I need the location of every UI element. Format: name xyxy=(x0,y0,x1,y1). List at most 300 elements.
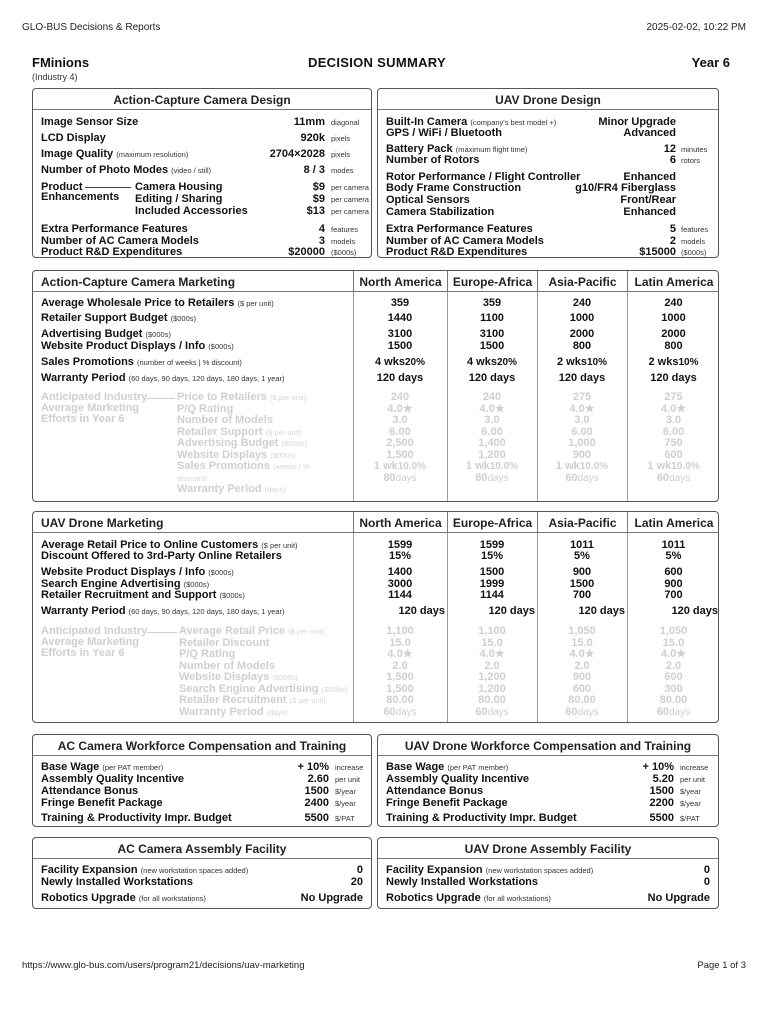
metric-label-text: Warranty Period xyxy=(177,483,262,495)
workforce-unit: $/PAT xyxy=(680,814,700,823)
workforce-row-label xyxy=(41,797,163,810)
uav-marketing-cell: 700 xyxy=(572,589,592,601)
uav-marketing-cell: 1400 xyxy=(387,566,413,578)
anticipated-value: 600 xyxy=(572,682,592,695)
uav-marketing-cell: 1500 xyxy=(479,566,505,578)
ac-facility-header xyxy=(33,838,371,859)
ac-marketing-cell: 120 days xyxy=(650,372,697,384)
enhancement-row: Included Accessories xyxy=(135,205,248,217)
workforce-row-label xyxy=(386,812,577,825)
promo-weeks: 4 wks xyxy=(467,356,497,368)
warranty-unit: days xyxy=(577,472,599,484)
metric-label-note: ($000s) xyxy=(321,684,348,694)
uav-marketing-cell: 1500 xyxy=(569,578,595,590)
workforce-value: + 10% xyxy=(297,761,329,773)
anticipated-value: 3.0 xyxy=(574,414,590,426)
anticipated-warranty xyxy=(447,473,537,485)
metric-label-text: Search Engine Advertising xyxy=(179,682,319,695)
metric-label-text: Retailer Recruitment xyxy=(179,694,287,706)
ac-design-row: LCD Display xyxy=(41,132,106,144)
print-footer-url: https://www.glo-bus.com/users/program21/decisions/uav-marketing xyxy=(22,960,305,971)
uav-marketing-cell: 120 days xyxy=(578,605,625,617)
warranty-days: 80 xyxy=(383,471,396,484)
row-label-note: ($000s) xyxy=(145,330,171,339)
row-label-text: Training & Productivity Impr. Budget xyxy=(386,812,577,824)
anticipated-value: 6.00 xyxy=(481,425,503,438)
uav-facility-header xyxy=(378,838,718,859)
anticipated-value: 6.00 xyxy=(389,425,411,438)
workforce-unit: $/year xyxy=(335,799,356,808)
ac-design-unit: features xyxy=(331,225,359,234)
row-label-note: (for all workstations) xyxy=(138,894,206,903)
enhancement-unit: per camera xyxy=(331,195,369,204)
region-header: Asia-Pacific xyxy=(537,512,627,533)
uav-marketing-cell: 120 days xyxy=(488,605,535,617)
promo-discount: 10% xyxy=(678,357,699,368)
metric-label-note: (weeks | % xyxy=(272,462,310,471)
anticipated-metric-label xyxy=(177,484,285,496)
row-label-text: Website Product Displays / Info xyxy=(41,566,206,578)
workforce-value: 5.20 xyxy=(652,773,674,785)
print-header-timestamp: 2025-02-02, 10:22 PM xyxy=(646,22,746,33)
warranty-unit: days xyxy=(577,706,599,718)
ac-marketing-row-label xyxy=(41,340,234,353)
promo-discount: 10.0% xyxy=(671,461,700,472)
region-header: Europe-Africa xyxy=(447,512,537,533)
uav-design-value: 5 xyxy=(669,223,676,235)
warranty-unit: days xyxy=(487,472,509,484)
row-label-note: ($000s) xyxy=(208,342,234,351)
ac-marketing-cell: 120 days xyxy=(558,372,606,384)
uav-marketing-cell: 1599 xyxy=(479,539,505,551)
uav-marketing-cell: 1599 xyxy=(387,539,413,551)
uav-design-value: Front/Rear xyxy=(620,194,676,206)
uav-facility-title: UAV Drone Assembly Facility xyxy=(464,842,632,856)
promo-discount: 10.0% xyxy=(579,461,609,472)
row-label-text: Retailer Recruitment and Support xyxy=(41,589,217,601)
row-label-text: Assembly Quality Incentive xyxy=(41,773,185,785)
row-label-text: Robotics Upgrade xyxy=(41,892,136,904)
workforce-row-label xyxy=(386,797,508,810)
uav-workforce-title: UAV Drone Workforce Compensation and Training xyxy=(404,739,692,753)
print-header-title: GLO-BUS Decisions & Reports xyxy=(22,22,161,33)
anticipated-label: Efforts in Year 6 xyxy=(41,647,125,659)
row-label-note: (new workstation spaces added) xyxy=(140,866,249,875)
anticipated-promo xyxy=(537,461,627,473)
ac-design-value: $20000 xyxy=(288,246,325,258)
anticipated-value: 275 xyxy=(664,391,683,403)
row-label-text: Facility Expansion xyxy=(41,864,138,876)
anticipated-value: 600 xyxy=(664,448,683,461)
ac-marketing-cell: 2000 xyxy=(661,328,686,340)
uav-design-title: UAV Drone Design xyxy=(495,93,601,107)
page-title: DECISION SUMMARY xyxy=(308,55,446,70)
anticipated-warranty xyxy=(627,473,719,485)
promo-weeks: 1 wk xyxy=(465,460,490,472)
metric-label-note: ($ per unit) xyxy=(288,627,325,636)
facility-value: 0 xyxy=(356,864,363,876)
ac-design-row: Product R&D Expenditures xyxy=(41,246,183,258)
region-header: North America xyxy=(353,271,447,292)
uav-design-unit: features xyxy=(681,225,709,234)
uav-design-row: Camera Stabilization xyxy=(386,206,495,218)
row-label-note: ($000s) xyxy=(219,591,245,600)
uav-design-value: 2 xyxy=(669,235,676,247)
workforce-unit: $/PAT xyxy=(335,814,355,823)
row-label-note: ($000s) xyxy=(170,314,197,323)
uav-design-row: Number of Rotors xyxy=(386,154,480,166)
ac-marketing-row-label xyxy=(41,297,274,310)
anticipated-value: 1,500 xyxy=(386,448,414,461)
row-label-text: Training & Productivity Impr. Budget xyxy=(41,812,232,824)
anticipated-value: 4.0★ xyxy=(387,648,413,660)
metric-label-note: ($ per unit) xyxy=(265,427,302,437)
ac-design-title: Action-Capture Camera Design xyxy=(113,93,291,107)
enhancement-row: Editing / Sharing xyxy=(135,193,223,205)
row-label-text: Average Wholesale Price to Retailers xyxy=(41,297,235,309)
workforce-value: 1500 xyxy=(649,785,674,797)
ac-marketing-cell xyxy=(353,356,447,369)
uav-design-value: 6 xyxy=(669,154,676,166)
anticipated-value: 1,100 xyxy=(386,625,414,637)
promo-weeks: 4 wks xyxy=(375,356,405,368)
row-label-text: Sales Promotions xyxy=(41,356,134,368)
promo-weeks: 1 wk xyxy=(373,460,398,472)
warranty-unit: days xyxy=(669,472,691,484)
enhancements-connector xyxy=(85,187,131,188)
anticipated-value: 15.0 xyxy=(389,636,411,649)
anticipated-label: Average Marketing xyxy=(41,402,140,414)
row-label-text: Website Product Displays / Info xyxy=(41,340,206,352)
warranty-unit: days xyxy=(487,706,509,718)
anticipated-label: Anticipated Industry xyxy=(41,625,148,637)
row-label-text: Average Retail Price to Online Customers xyxy=(41,539,259,551)
row-label-note: (60 days, 90 days, 120 days, 180 days, 1 year) xyxy=(128,374,285,383)
row-label-text: Warranty Period xyxy=(41,605,126,617)
metric-label-text: Warranty Period xyxy=(179,705,264,718)
enhancement-value: $13 xyxy=(306,205,325,217)
anticipated-value: 4.0★ xyxy=(569,648,595,660)
metric-label-text: Retailer Support xyxy=(177,425,263,438)
enhancement-row: Camera Housing xyxy=(135,181,223,193)
anticipated-metric-label xyxy=(177,461,310,473)
anticipated-value: 2.0 xyxy=(574,659,590,672)
ac-marketing-cell: 359 xyxy=(482,297,502,309)
promo-discount: 20% xyxy=(496,357,517,368)
ac-marketing-cell: 1500 xyxy=(387,340,413,352)
uav-design-row: Battery Pack (maximum flight time) xyxy=(386,143,528,155)
ac-design-value: 3 xyxy=(318,235,325,247)
region-header: Europe-Africa xyxy=(447,271,537,292)
ac-marketing-cell: 1100 xyxy=(480,312,504,324)
uav-marketing-row-label xyxy=(41,605,285,618)
ac-marketing-cell: 2000 xyxy=(569,328,595,340)
anticipated-value: 1,050 xyxy=(568,625,596,637)
metric-label-note: ($000s) xyxy=(270,450,296,460)
anticipated-value: 2.0 xyxy=(665,659,682,672)
metric-label-note: (days) xyxy=(264,485,286,494)
metric-label-note: ($ per unit) xyxy=(269,393,307,402)
ac-design-panel xyxy=(32,88,372,258)
uav-design-row: Extra Performance Features xyxy=(386,223,533,235)
anticipated-value: 900 xyxy=(572,671,592,683)
row-label-text: Assembly Quality Incentive xyxy=(386,773,530,785)
workforce-unit: $/year xyxy=(335,787,356,796)
anticipated-value: 1,050 xyxy=(659,625,688,637)
ac-marketing-cell: 359 xyxy=(390,297,410,309)
promo-discount: 10.0% xyxy=(397,461,427,472)
ac-design-unit: pixels xyxy=(331,134,351,143)
region-header: North America xyxy=(353,512,447,533)
warranty-days: 60 xyxy=(565,471,578,484)
warranty-days: 60 xyxy=(656,705,670,718)
row-label-text: Base Wage xyxy=(386,761,445,773)
uav-design-unit: ($000s) xyxy=(681,248,707,257)
uav-design-value: Enhanced xyxy=(623,171,676,183)
anticipated-value: 275 xyxy=(572,391,592,403)
ac-marketing-cell: 1000 xyxy=(661,312,686,324)
ac-design-unit: ($000s) xyxy=(331,248,357,257)
row-label-note: (per PAT member) xyxy=(102,763,164,772)
ac-design-value: 2704×2028 xyxy=(269,148,325,160)
ac-marketing-cell xyxy=(537,356,627,369)
uav-marketing-cell: 1144 xyxy=(388,589,412,601)
ac-marketing-cell: 1000 xyxy=(569,312,595,324)
anticipated-value: 80.00 xyxy=(386,694,414,706)
ac-marketing-cell: 1440 xyxy=(387,312,413,324)
anticipated-warranty xyxy=(447,707,537,719)
metric-label-note: (days) xyxy=(266,707,288,717)
anticipated-label: Efforts in Year 6 xyxy=(41,413,125,425)
promo-discount: 10% xyxy=(586,357,607,368)
uav-design-row: Body Frame Construction xyxy=(386,182,522,194)
uav-design-unit: models xyxy=(681,237,706,246)
promo-weeks: 1 wk xyxy=(555,460,580,472)
ac-design-value: 11mm xyxy=(293,116,325,128)
ac-design-unit: pixels xyxy=(331,150,351,159)
workforce-unit: $/year xyxy=(680,787,701,796)
promo-discount: 20% xyxy=(404,357,425,368)
uav-design-panel xyxy=(377,88,719,258)
anticipated-metric-label xyxy=(179,707,287,719)
region-header: Latin America xyxy=(627,271,719,292)
metric-label-note: ($ per unit) xyxy=(289,696,326,705)
promo-discount: 10.0% xyxy=(489,461,519,472)
anticipated-value: 6.00 xyxy=(571,425,593,438)
ac-design-unit: modes xyxy=(331,166,354,175)
enhancement-value: $9 xyxy=(312,181,325,193)
anticipated-value: 1,000 xyxy=(568,437,596,449)
uav-facility-panel xyxy=(377,837,719,909)
enhancement-value: $9 xyxy=(312,193,325,205)
promo-weeks: 1 wk xyxy=(647,460,672,472)
uav-design-row: Rotor Performance / Flight Controller xyxy=(386,171,581,183)
ac-marketing-cell: 800 xyxy=(664,340,683,352)
enhancements-label: Product xyxy=(41,181,83,193)
row-label-text: Attendance Bonus xyxy=(386,785,484,797)
uav-marketing-header xyxy=(33,512,718,533)
metric-label-text: Advertising Budget xyxy=(177,437,279,449)
anticipated-warranty xyxy=(353,473,447,485)
workforce-value: + 10% xyxy=(642,761,674,773)
ac-design-unit: models xyxy=(331,237,356,246)
ac-marketing-row-label xyxy=(41,356,242,369)
anticipated-value: 80.00 xyxy=(659,694,688,706)
ac-design-row: Image Sensor Size xyxy=(41,116,139,128)
ac-marketing-panel xyxy=(32,270,719,502)
row-label-text: Retailer Support Budget xyxy=(41,312,168,324)
ac-facility-title: AC Camera Assembly Facility xyxy=(117,842,287,856)
anticipated-value: 240 xyxy=(390,391,410,403)
anticipated-value: 1,200 xyxy=(478,448,506,461)
row-label-note: ($ per unit) xyxy=(261,541,298,550)
uav-marketing-cell: 1011 xyxy=(570,539,594,551)
anticipated-warranty xyxy=(353,707,447,719)
ac-workforce-header xyxy=(33,735,371,756)
anticipated-value: 3.0 xyxy=(484,414,500,426)
facility-value: No Upgrade xyxy=(647,892,710,904)
anticipated-connector xyxy=(147,632,177,633)
anticipated-promo xyxy=(353,461,447,473)
uav-design-unit: rotors xyxy=(681,156,701,165)
enhancements-label: Enhancements xyxy=(41,191,120,203)
row-label-text: Warranty Period xyxy=(41,372,126,384)
uav-design-value: $15000 xyxy=(639,246,676,258)
anticipated-promo xyxy=(447,461,537,473)
company-name: FMinions xyxy=(32,55,90,70)
uav-design-value: g10/FR4 Fiberglass xyxy=(575,182,676,194)
warranty-unit: days xyxy=(395,706,417,718)
facility-row-label xyxy=(41,892,206,905)
workforce-value: 5500 xyxy=(649,812,674,824)
ac-marketing-cell xyxy=(447,356,537,369)
uav-design-row: Number of AC Camera Models xyxy=(386,235,544,247)
uav-marketing-row-label xyxy=(41,589,245,602)
uav-marketing-cell: 5% xyxy=(574,550,590,562)
metric-label-text: P/Q Rating xyxy=(177,402,234,415)
uav-marketing-cell: 600 xyxy=(664,566,683,578)
anticipated-value: 600 xyxy=(664,671,683,683)
ac-facility-panel xyxy=(32,837,372,909)
row-label-note: (for all workstations) xyxy=(483,894,551,903)
uav-design-row: Built-In Camera (company's best model +) xyxy=(386,116,557,128)
warranty-days: 60 xyxy=(656,471,670,484)
workforce-unit: increase xyxy=(680,763,709,772)
anticipated-value: 80.00 xyxy=(568,694,596,706)
ac-design-value: 920k xyxy=(300,132,325,144)
ac-marketing-cell: 240 xyxy=(572,297,592,309)
workforce-value: 2.60 xyxy=(307,773,329,785)
workforce-value: 2200 xyxy=(649,797,674,809)
facility-row-label xyxy=(41,876,193,889)
row-label-note: ($ per unit) xyxy=(237,299,274,308)
region-header: Latin America xyxy=(627,512,719,533)
uav-marketing-cell: 1999 xyxy=(479,578,505,590)
anticipated-value: 15.0 xyxy=(662,636,685,649)
anticipated-warranty xyxy=(627,707,719,719)
facility-value: 0 xyxy=(703,876,710,888)
print-footer-page: Page 1 of 3 xyxy=(697,960,746,971)
metric-label-text: Price to Retailers xyxy=(177,391,267,403)
metric-label-text: Number of Models xyxy=(177,414,273,426)
metric-label-text: P/Q Rating xyxy=(179,648,236,660)
anticipated-value: 2,500 xyxy=(386,437,414,449)
metric-label-note: ($000s) xyxy=(281,439,307,448)
uav-design-value: 12 xyxy=(663,143,676,155)
ac-marketing-cell: 120 days xyxy=(468,372,516,384)
ac-design-header xyxy=(33,89,371,110)
anticipated-value: 4.0★ xyxy=(660,648,687,660)
anticipated-value: 1,100 xyxy=(478,625,506,637)
anticipated-value: 1,400 xyxy=(478,437,506,449)
uav-marketing-cell: 15% xyxy=(480,550,504,562)
anticipated-value: 300 xyxy=(664,682,683,695)
anticipated-label: Average Marketing xyxy=(41,636,140,648)
uav-marketing-cell: 900 xyxy=(664,578,683,590)
uav-marketing-cell: 3000 xyxy=(387,578,413,590)
uav-marketing-cell: 900 xyxy=(572,566,592,578)
row-label-note: (new workstation spaces added) xyxy=(485,866,594,875)
uav-marketing-panel xyxy=(32,511,719,723)
ac-design-row: Extra Performance Features xyxy=(41,223,188,235)
ac-marketing-header xyxy=(33,271,718,292)
anticipated-connector xyxy=(147,398,175,399)
anticipated-value: 3.0 xyxy=(392,414,408,426)
anticipated-value: 1,200 xyxy=(478,671,506,683)
anticipated-value: 6.00 xyxy=(662,425,685,438)
anticipated-value: 1,500 xyxy=(386,671,414,683)
ac-marketing-cell xyxy=(627,356,719,369)
row-label-text: Attendance Bonus xyxy=(41,785,139,797)
ac-design-value: 4 xyxy=(318,223,325,235)
row-label-note: (number of weeks | % discount) xyxy=(136,358,242,367)
facility-value: 20 xyxy=(350,876,363,888)
uav-design-row: Product R&D Expenditures xyxy=(386,246,528,258)
workforce-value: 5500 xyxy=(304,812,329,824)
row-label-text: Facility Expansion xyxy=(386,864,483,876)
promo-weeks: 2 wks xyxy=(557,356,587,368)
workforce-unit: per unit xyxy=(680,775,706,784)
ac-marketing-row-label xyxy=(41,372,285,385)
metric-label-text: Retailer Discount xyxy=(179,636,270,649)
anticipated-value: 4.0★ xyxy=(569,402,595,415)
anticipated-value: 750 xyxy=(664,437,683,449)
warranty-days: 60 xyxy=(475,705,488,718)
uav-design-value: Enhanced xyxy=(623,206,676,218)
row-label-text: Advertising Budget xyxy=(41,328,143,340)
row-label-note: ($000s) xyxy=(183,580,210,589)
anticipated-value: 3.0 xyxy=(665,414,682,426)
warranty-unit: days xyxy=(669,706,691,718)
facility-row-label xyxy=(386,876,538,889)
ac-design-unit: diagonal xyxy=(331,118,360,127)
enhancement-unit: per camera xyxy=(331,183,369,192)
anticipated-value: 4.0★ xyxy=(387,402,413,415)
anticipated-value: 80.00 xyxy=(478,694,506,706)
metric-label-note: discount) xyxy=(177,473,208,483)
workforce-row-label xyxy=(41,812,232,825)
anticipated-value: 1,500 xyxy=(386,682,414,695)
ac-design-value: 8 / 3 xyxy=(303,164,325,176)
row-label-note: (60 days, 90 days, 120 days, 180 days, 1 year) xyxy=(128,607,285,616)
uav-design-value: Advanced xyxy=(623,127,676,139)
workforce-unit: increase xyxy=(335,763,364,772)
workforce-unit: per unit xyxy=(335,775,361,784)
row-label-text: Newly Installed Workstations xyxy=(41,876,194,888)
uav-design-header xyxy=(378,89,718,110)
workforce-value: 2400 xyxy=(304,797,329,809)
ac-marketing-cell: 3100 xyxy=(387,328,413,340)
